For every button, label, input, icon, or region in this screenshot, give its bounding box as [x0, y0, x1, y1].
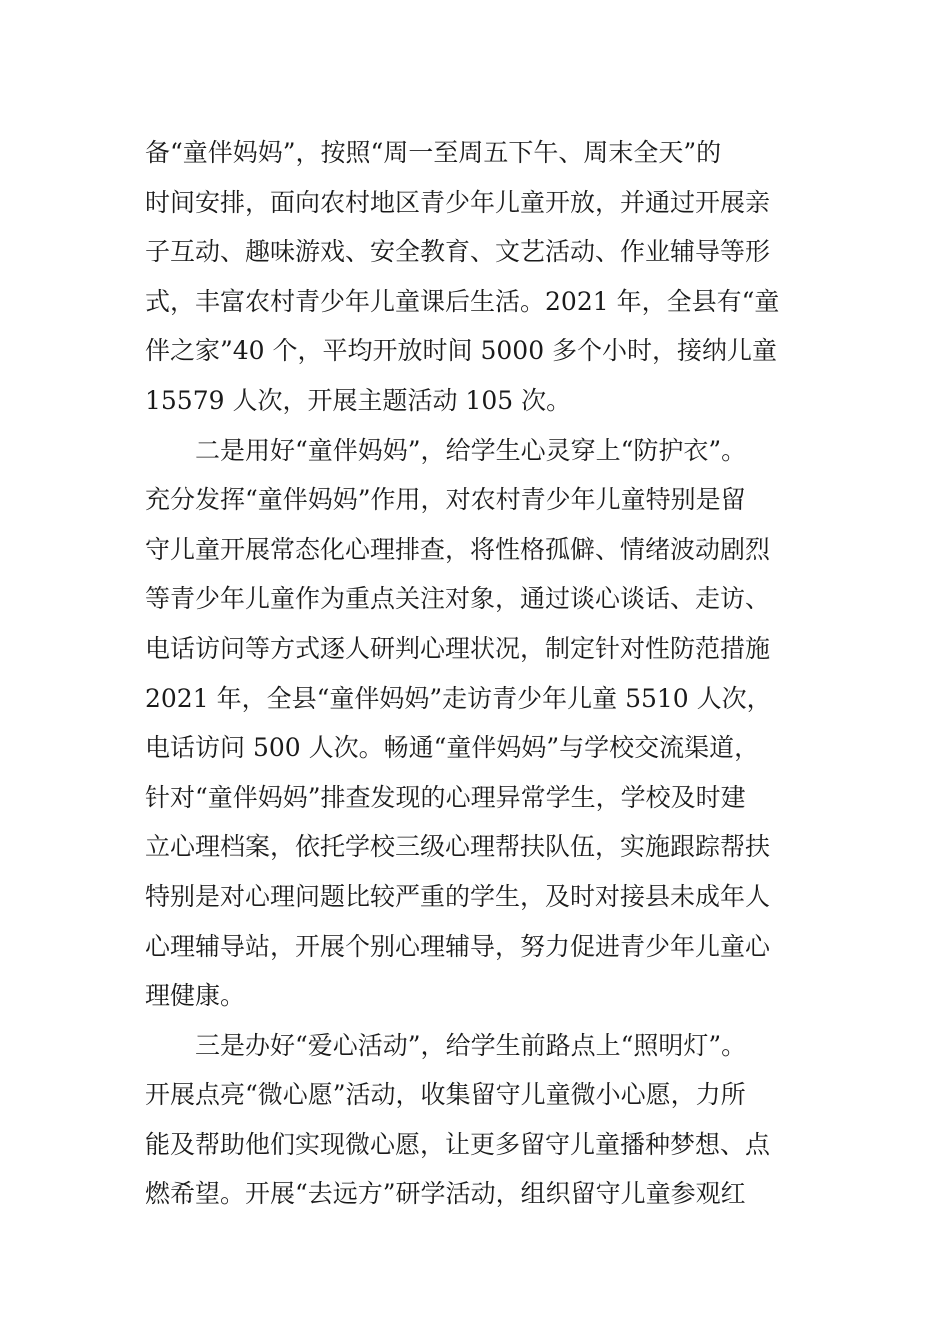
text-line: 式，丰富农村青少年儿童课后生活。2021 年，全县有“童	[145, 286, 780, 316]
text-line: 15579 人次，开展主题活动 105 次。	[145, 385, 572, 415]
text-line: 子互动、趣味游戏、安全教育、文艺活动、作业辅导等形	[145, 237, 771, 267]
text-line: 充分发挥“童伴妈妈”作用，对农村青少年儿童特别是留	[145, 485, 746, 515]
text-line: 备“童伴妈妈”，按照“周一至周五下午、周末全天”的	[145, 138, 722, 167]
paragraph-heading-3: 三是办好“爱心活动”，给学生前路点上“照明灯”。	[145, 1030, 747, 1060]
text-line: 守儿童开展常态化心理排查，将性格孤僻、情绪波动剧烈	[145, 534, 771, 564]
text-line: 针对“童伴妈妈”排查发现的心理异常学生，学校及时建	[145, 782, 746, 812]
text-line: 伴之家”40 个，平均开放时间 5000 多个小时，接纳儿童	[145, 336, 778, 366]
body-text	[145, 128, 815, 1219]
text-line: 能及帮助他们实现微心愿，让更多留守儿童播种梦想、点	[145, 1129, 771, 1159]
paragraph-heading-2: 二是用好“童伴妈妈”，给学生心灵穿上“防护衣”。	[145, 435, 747, 465]
text-line: 立心理档案，依托学校三级心理帮扶队伍，实施跟踪帮扶	[145, 832, 771, 862]
text-line: 燃希望。开展“去远方”研学活动，组织留守儿童参观红	[145, 1179, 746, 1209]
text-line: 时间安排，面向农村地区青少年儿童开放，并通过开展亲	[145, 187, 771, 217]
text-line: 2021 年，全县“童伴妈妈”走访青少年儿童 5510 人次，	[145, 683, 772, 713]
text-line: 电话访问 500 人次。畅通“童伴妈妈”与学校交流渠道，	[145, 733, 760, 763]
text-line: 开展点亮“微心愿”活动，收集留守儿童微小心愿，力所	[145, 1080, 746, 1110]
text-line: 电话访问等方式逐人研判心理状况，制定针对性防范措施	[145, 633, 771, 663]
text-line: 心理辅导站，开展个别心理辅导，努力促进青少年儿童心	[145, 931, 771, 961]
text-line: 特别是对心理问题比较严重的学生，及时对接县未成年人	[145, 881, 771, 911]
text-line: 理健康。	[145, 981, 246, 1011]
text-line: 等青少年儿童作为重点关注对象，通过谈心谈话、走访、	[145, 584, 771, 614]
